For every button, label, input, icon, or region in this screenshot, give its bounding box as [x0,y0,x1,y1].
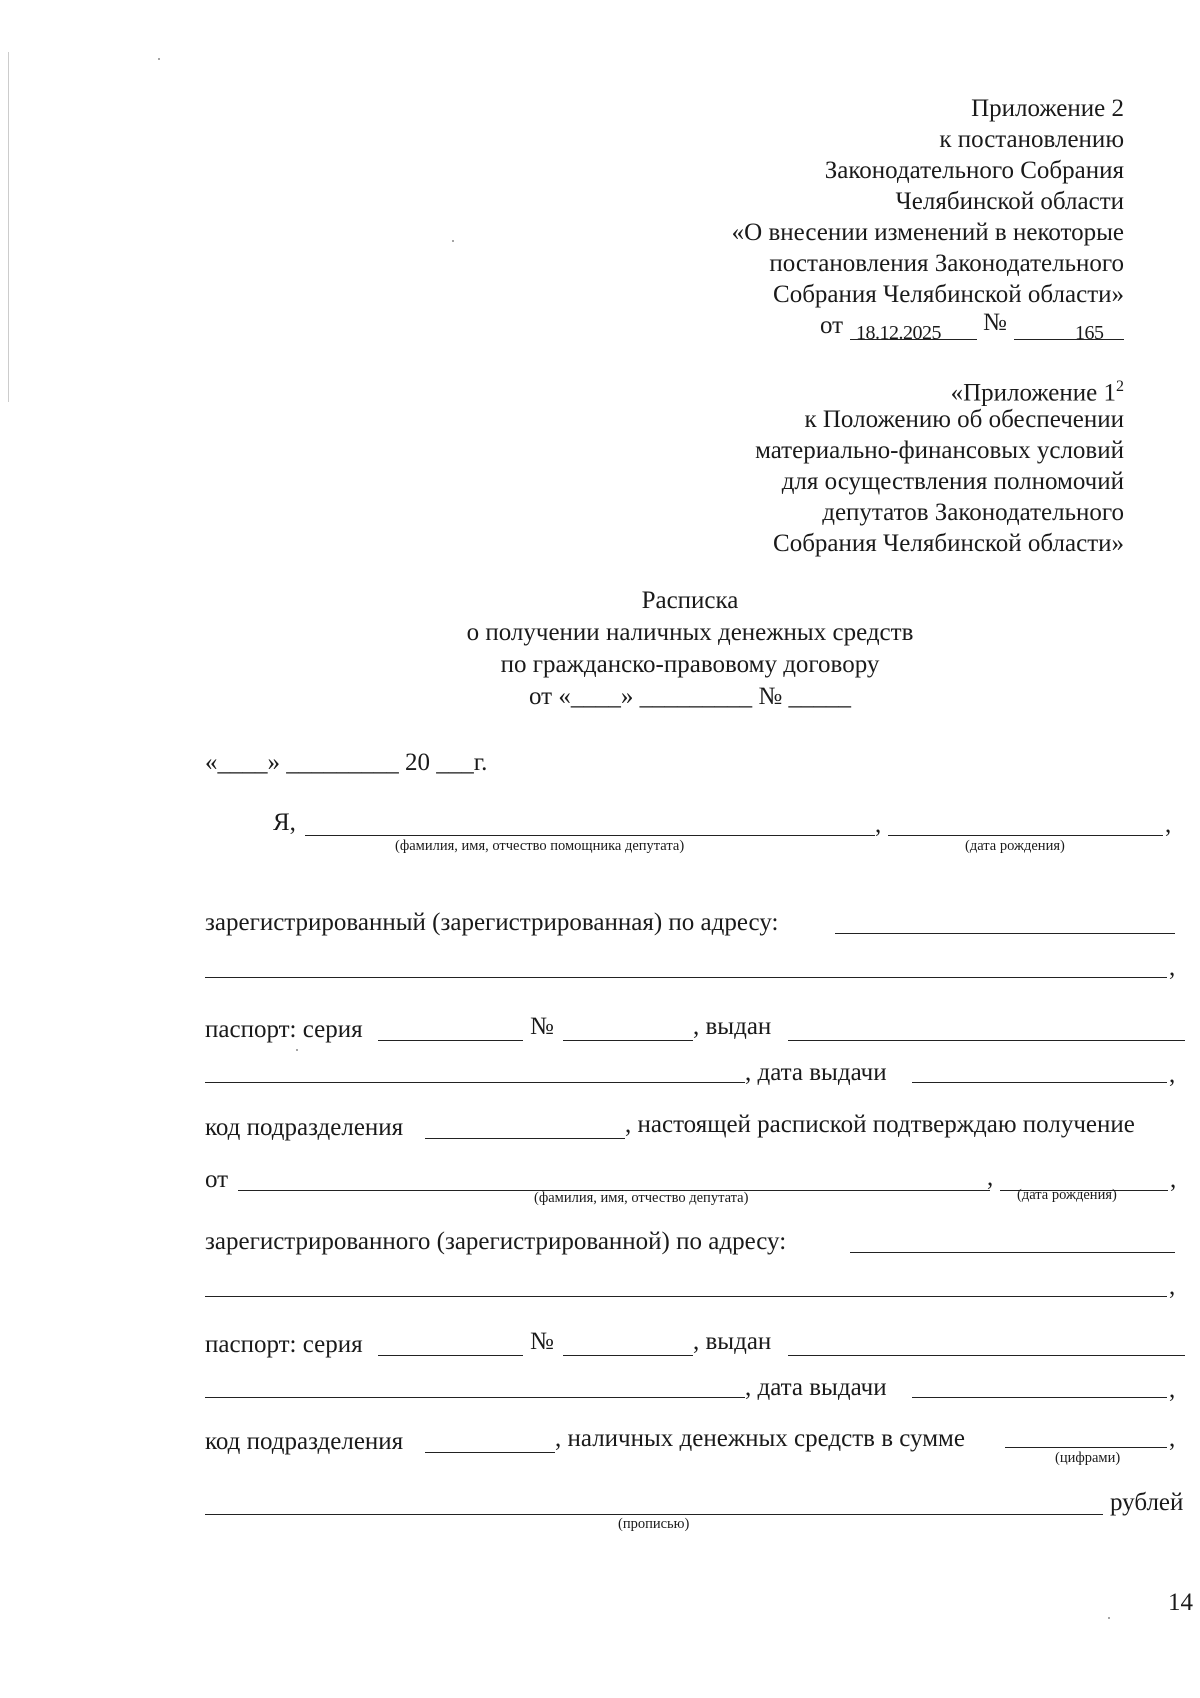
appendix-line-3: Законодательного Собрания [824,157,1124,184]
passport-num-sign: № [530,1013,554,1040]
scan-dot [1108,1617,1110,1619]
page-number: 14 [1168,1589,1193,1616]
appendix-inner-title: «Приложение 1 [950,379,1116,407]
passport-series-label-2: паспорт: серия [205,1331,363,1358]
appendix-line-6: постановления Законодательного [769,250,1124,277]
deputy-passport-number-field [563,1355,693,1356]
appendix-inner-line-3: материально-финансовых условий [755,437,1124,464]
appendix-number-underline [1014,339,1124,340]
confirm-text: , настоящей распиской подтверждаю получение [625,1111,1135,1138]
appendix-line-1: Приложение 2 [971,95,1124,122]
issued-label: , выдан [693,1013,772,1040]
assistant-issue-date-field [912,1082,1167,1083]
assistant-address-field-2 [205,977,1167,978]
registered-label-deputy: зарегистрированного (зарегистрированной) по адресу: [205,1228,787,1255]
assistant-address-field-1 [835,933,1175,934]
appendix-inner-line-2: к Положению об обеспечении [804,406,1124,433]
issued-label-2: , выдан [693,1328,772,1355]
comma: , [1169,1376,1176,1403]
assistant-passport-number-field [563,1040,693,1041]
appendix-line-7: Собрания Челябинской области» [773,281,1124,308]
title-line-4: от «____» _________ № _____ [529,683,851,710]
receipt-date-line: «____» _________ 20 ___г. [205,749,488,776]
comma: , [987,1164,994,1191]
passport-num-sign-2: № [530,1328,554,1355]
cash-sum-label: , наличных денежных средств в сумме [555,1425,965,1452]
caption-words: (прописью) [618,1516,690,1532]
caption-dob: (дата рождения) [965,838,1065,854]
scan-dot [158,58,160,60]
dept-code-label: код подразделения [205,1114,404,1141]
caption-fio-assistant: (фамилия, имя, отчество помощника депутата) [395,838,685,854]
deputy-issue-date-field [912,1397,1167,1398]
sum-words-field [205,1514,1103,1515]
appendix-ot: от [820,312,844,339]
sum-digits-field [1005,1447,1167,1448]
registered-label-assistant: зарегистрированный (зарегистрированная) по адресу: [205,909,779,936]
issue-date-label: , дата выдачи [745,1059,887,1086]
appendix-date: 18.12.2025 [856,322,941,344]
appendix-num-sign: № [983,309,1007,336]
assistant-dept-code-field [425,1138,625,1139]
assistant-issued-by-field-2 [205,1082,745,1083]
dept-code-label-2: код подразделения [205,1428,404,1455]
passport-series-label: паспорт: серия [205,1016,363,1043]
appendix-inner-line-4: для осуществления полномочий [781,468,1124,495]
caption-deputy-dob: (дата рождения) [1017,1187,1117,1203]
caption-fio-deputy: (фамилия, имя, отчество депутата) [534,1190,749,1206]
comma: , [1170,1166,1177,1193]
appendix-line-4: Челябинской области [895,188,1124,215]
title-line-1: Расписка [641,587,739,614]
appendix-inner-line-6: Собрания Челябинской области» [773,530,1124,557]
appendix-number: 165 [1075,322,1104,344]
comma: , [1169,1425,1176,1452]
deputy-address-field-2 [205,1296,1167,1297]
appendix-line-2: к постановлению [939,126,1124,153]
scan-dot [296,1049,298,1051]
title-line-2: о получении наличных денежных средств [466,619,914,646]
appendix-line-5: «О внесении изменений в некоторые [731,219,1124,246]
appendix-inner-line-1 [951,372,1124,408]
deputy-issued-by-field-2 [205,1397,745,1398]
deputy-passport-series-field [378,1355,523,1356]
issue-date-label-2: , дата выдачи [745,1374,887,1401]
assistant-issued-by-field-1 [788,1040,1185,1041]
deputy-address-field-1 [850,1252,1175,1253]
assistant-passport-series-field [378,1040,523,1041]
comma: , [875,811,882,838]
deputy-issued-by-field-1 [788,1355,1185,1356]
rubles-label: рублей [1110,1489,1184,1516]
title-line-3: по гражданско-правовому договору [500,651,880,678]
comma: , [1165,811,1172,838]
scan-edge-mark [8,52,9,402]
comma: , [1169,954,1176,981]
ya-label: Я, [273,809,296,836]
scan-dot [452,240,454,242]
caption-digits: (цифрами) [1055,1450,1121,1466]
assistant-fio-field [305,835,875,836]
comma: , [1169,1273,1176,1300]
from-label: от [205,1166,229,1193]
deputy-dept-code-field [425,1452,555,1453]
appendix-inner-line-5: депутатов Законодательного [822,499,1124,526]
appendix-inner-sup: 2 [1116,378,1124,395]
assistant-dob-field [888,835,1163,836]
comma: , [1169,1061,1176,1088]
